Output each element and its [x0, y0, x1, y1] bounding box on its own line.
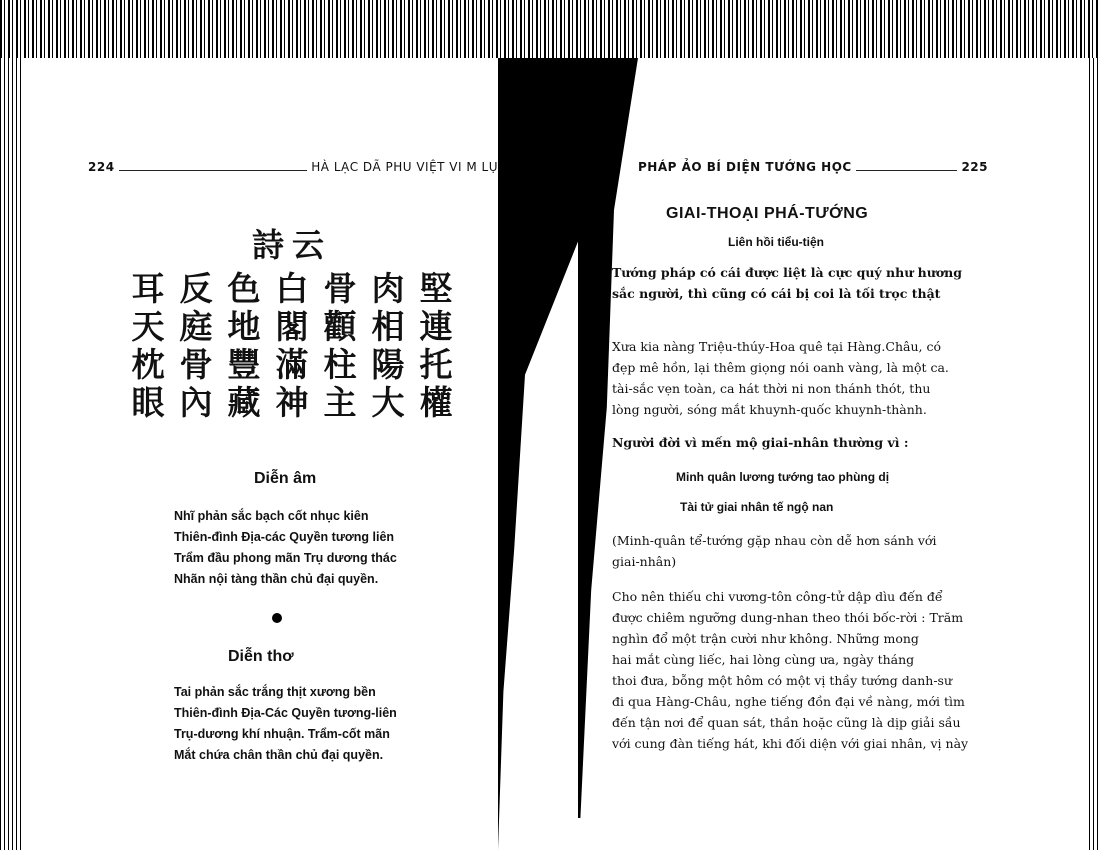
hanzi-char: 托 — [419, 345, 453, 384]
hanzi-char: 主 — [323, 383, 357, 422]
text-line: tài-sắc vẹn toàn, ca hát thời ni non thánh thót, thu — [612, 381, 931, 396]
right-page — [588, 60, 1088, 850]
hanzi-char: 肉 — [371, 269, 405, 308]
hanzi-char: 庭 — [179, 307, 213, 346]
text-line: đến tận nơi để quan sát, thần hoặc cũng là dịp giải sầu — [612, 715, 961, 730]
hanzi-char: 骨 — [179, 345, 213, 384]
left-running-head — [88, 160, 498, 174]
hanzi-char: 閣 — [275, 307, 309, 346]
hanzi-char: 堅 — [419, 269, 453, 308]
paragraph-3 — [612, 432, 996, 453]
hanzi-char: 柱 — [323, 345, 357, 384]
hanzi-char: 豐 — [227, 345, 261, 384]
hanzi-char: 耳 — [131, 269, 165, 308]
dien-am-verse — [174, 506, 397, 590]
hanzi-char: 色 — [227, 269, 261, 308]
hanzi-char: 權 — [419, 383, 453, 422]
scan-left-edge — [0, 58, 22, 850]
left-page-number: 224 — [88, 160, 115, 174]
verse-line: Trẩm đầu phong mãn Trụ dương thác — [174, 551, 397, 565]
hanzi-char: 顴 — [323, 307, 357, 346]
section-bullet — [272, 613, 282, 623]
text-line: Xưa kia nàng Triệu-thúy-Hoa quê tại Hàng.Châu, có — [612, 339, 941, 354]
verse-line: Mắt chứa chân thần chủ đại quyền. — [174, 748, 384, 762]
article-title: GIAI-THOẠI PHÁ-TƯỚNG — [666, 205, 869, 222]
hanzi-char: 相 — [371, 307, 405, 346]
hanzi-char: 內 — [179, 383, 213, 422]
verse-line: Nhãn nội tàng thần chủ đại quyền. — [174, 572, 379, 586]
text-line: thoi đưa, bỗng một hôm có một vị thầy tướng danh-sư — [612, 673, 953, 688]
hanzi-char: 骨 — [323, 269, 357, 308]
text-line: lòng người, sóng mắt khuynh-quốc khuynh-thành. — [612, 402, 927, 417]
paragraph-2 — [612, 336, 996, 420]
paragraph-4 — [612, 530, 996, 572]
left-page — [22, 60, 500, 850]
text-line: Người đời vì mến mộ giai-nhân thường vì : — [612, 435, 909, 450]
text-line: đẹp mê hồn, lại thêm giọng nói oanh vàng, là một ca. — [612, 360, 949, 375]
right-page-number: 225 — [961, 160, 988, 174]
hanzi-char: 滿 — [275, 345, 309, 384]
quoted-verse-1: Minh quân lương tướng tao phùng dị — [676, 470, 890, 484]
text-line: được chiêm ngưỡng dung-nhan theo thói bốc-rời : Trăm — [612, 610, 964, 625]
hanzi-char: 眼 — [131, 383, 165, 422]
verse-line: Thiên-đình Địa-các Quyền tương liên — [174, 530, 395, 544]
hanzi-char: 白 — [275, 269, 309, 308]
text-line: đi qua Hàng-Châu, nghe tiếng đồn đại về nàng, mới tìm — [612, 694, 965, 709]
article-subtitle: Liên hồi tiểu-tiện — [728, 235, 824, 249]
text-line: giai-nhân) — [612, 554, 677, 569]
hanzi-char: 天 — [131, 307, 165, 346]
left-running-title: HÀ LẠC DÃ PHU VIỆT VI M LỤ — [311, 160, 498, 174]
right-running-head — [638, 160, 988, 174]
dien-am-heading: Diễn âm — [254, 470, 317, 487]
text-line: hai mắt cùng liếc, hai lòng cùng ưa, ngày tháng — [612, 652, 915, 667]
dien-tho-verse — [174, 682, 397, 766]
head-rule — [119, 170, 308, 171]
hanzi-char: 陽 — [371, 345, 405, 384]
scan-strip — [0, 0, 1100, 58]
quoted-verse-2: Tài tử giai nhân tế ngộ nan — [680, 500, 834, 514]
verse-line: Trụ-dương khí nhuận. Trẩm-cốt mãn — [174, 727, 390, 741]
paragraph-1 — [612, 262, 996, 304]
hanzi-char: 地 — [227, 307, 261, 346]
hanzi-char: 神 — [275, 383, 309, 422]
poem-title: 詩云 — [252, 226, 333, 264]
hanzi-poem — [124, 270, 460, 422]
right-running-title: PHÁP ẢO BÍ DIỆN TƯỚNG HỌC — [638, 160, 852, 174]
book-spine-shadow — [498, 58, 588, 850]
scan-right-edge — [1086, 58, 1100, 850]
text-line: sắc người, thì cũng có cái bị coi là tối trọc thật — [612, 286, 941, 301]
paragraph-5 — [612, 586, 996, 754]
text-line: nghìn đổ một trận cười như không. Những mong — [612, 631, 919, 646]
hanzi-char: 枕 — [131, 345, 165, 384]
hanzi-char: 藏 — [227, 383, 261, 422]
hanzi-char: 反 — [179, 269, 213, 308]
dien-tho-heading: Diễn thơ — [228, 648, 294, 665]
hanzi-char: 連 — [419, 307, 453, 346]
head-rule — [856, 170, 958, 171]
verse-line: Tai phản sắc trắng thịt xương bền — [174, 685, 376, 699]
text-line: (Minh-quân tể-tướng gặp nhau còn dễ hơn sánh với — [612, 533, 937, 548]
verse-line: Thiên-đình Địa-Các Quyền tương-liên — [174, 706, 397, 720]
hanzi-char: 大 — [371, 383, 405, 422]
verse-line: Nhĩ phản sắc bạch cốt nhục kiên — [174, 509, 369, 523]
text-line: Tướng pháp có cái được liệt là cực quý như hương — [612, 265, 963, 280]
text-line: với cung đàn tiếng hát, khi đối diện với giai nhân, vị này — [612, 736, 969, 751]
text-line: Cho nên thiếu chi vương-tôn công-tử dập dìu đến để — [612, 589, 943, 604]
